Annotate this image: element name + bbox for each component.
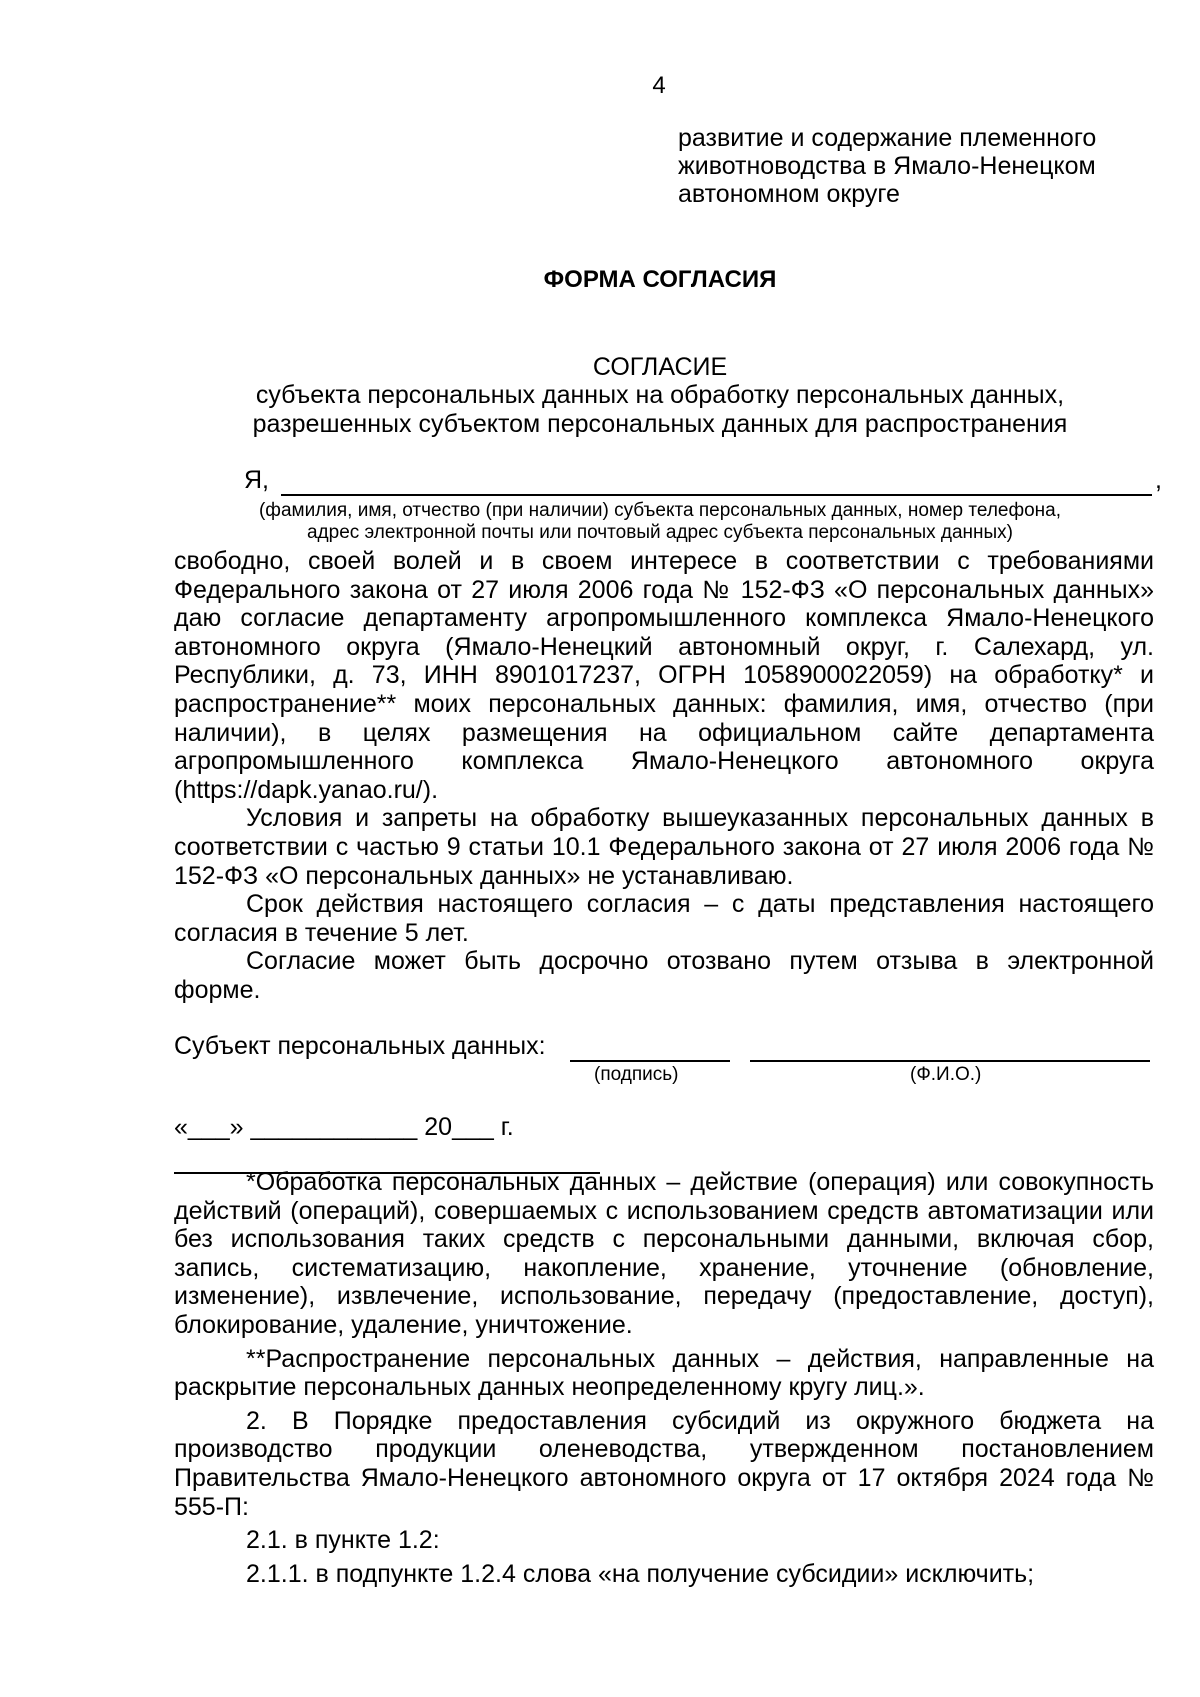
- header-block: [678, 124, 1118, 208]
- header-line: животноводства в Ямало-Ненецком: [678, 152, 1096, 180]
- footnote-processing: *Обработка персональных данных – действие (операция) или совокупность действий (операций), совершаемых с использованием средств автоматизации или без использования таких средств с персональными данными, включая сбор, запись, систематизацию, накопление, хранение, уточнение (обновление, изменение), извлечение, использование, передачу (предоставление, доступ), блокирование, удаление, уничтожение.: [174, 1168, 1154, 1339]
- name-caption: (Ф.И.О.): [910, 1064, 982, 1085]
- consent-subtitle-line: разрешенных субъектом персональных данных для распространения: [252, 410, 1068, 438]
- footnote-distribution: **Распространение персональных данных – действия, направленные на раскрытие персональных данных неопределенному кругу лиц.».: [174, 1344, 1154, 1402]
- amendment-paragraph: 2. В Порядке предоставления субсидий из окружного бюджета на производство продукции оленеводства, утвержденном постановлением Правительства Ямало-Ненецкого автономного округа от 17 октября 2024 года № 555-П:: [174, 1406, 1154, 1521]
- consent-paragraph: свободно, своей волей и в своем интересе в соответствии с требованиями Федерального закона от 27 июля 2006 года № 152-ФЗ «О персональных данных» даю согласие департаменту агропромышленного комплекса Ямало-Ненецкого автономного округа (Ямало-Ненецкий автономный округ, г. Салехард, ул. Республики, д. 73, ИНН 8901017237, ОГРН 1058900022059) на обработку* и распространение** моих персональных данных: фамилия, имя, отчество (при наличии), в целях размещения на официальном сайте департамента агропромышленного комплекса Ямало-Ненецкого автономного округа (https://dapk.yanao.ru/).: [174, 547, 1154, 804]
- subject-hint-line: (фамилия, имя, отчество (при наличии) субъекта персональных данных, номер телефона,: [258, 500, 1062, 521]
- signature-caption: (подпись): [594, 1064, 679, 1085]
- date-line: «___» ____________ 20___ г.: [174, 1113, 514, 1141]
- header-line: развитие и содержание племенного: [678, 124, 1097, 152]
- signature-blank-line: [570, 1060, 730, 1062]
- subject-blank-line: [281, 494, 1152, 496]
- amendment-paragraph: 2.1.1. в подпункте 1.2.4 слова «на получение субсидии» исключить;: [246, 1559, 1035, 1588]
- consent-paragraph: Срок действия настоящего согласия – с даты представления настоящего согласия в течение 5 лет.: [174, 890, 1154, 947]
- form-title: ФОРМА СОГЛАСИЯ: [543, 266, 777, 293]
- consent-subtitle-line: субъекта персональных данных на обработку персональных данных,: [255, 381, 1065, 409]
- subject-name-field: [244, 466, 1162, 496]
- consent-paragraph: Согласие может быть досрочно отозвано путем отзыва в электронной форме.: [174, 947, 1154, 1004]
- subject-prefix: Я,: [244, 466, 269, 494]
- name-blank-line: [750, 1060, 1150, 1062]
- consent-title: СОГЛАСИЕ: [592, 353, 728, 381]
- page-number: 4: [652, 72, 666, 99]
- consent-subtitle: [0, 381, 1200, 439]
- consent-paragraph: Условия и запреты на обработку вышеуказанных персональных данных в соответствии с частью 9 статьи 10.1 Федерального закона от 27 июля 2006 года № 152-ФЗ «О персональных данных» не устанавливаю.: [174, 804, 1154, 890]
- subject-hint-line: адрес электронной почты или почтовый адрес субъекта персональных данных): [306, 522, 1014, 543]
- subject-suffix: ,: [1155, 466, 1162, 494]
- footnotes-and-amendments: [174, 1168, 1154, 1588]
- signature-row: [174, 1032, 1174, 1092]
- signature-label: Субъект персональных данных:: [174, 1032, 546, 1060]
- header-line: автономном округе: [678, 180, 900, 208]
- consent-body: [174, 547, 1154, 1005]
- amendment-paragraph: 2.1. в пункте 1.2:: [246, 1526, 440, 1555]
